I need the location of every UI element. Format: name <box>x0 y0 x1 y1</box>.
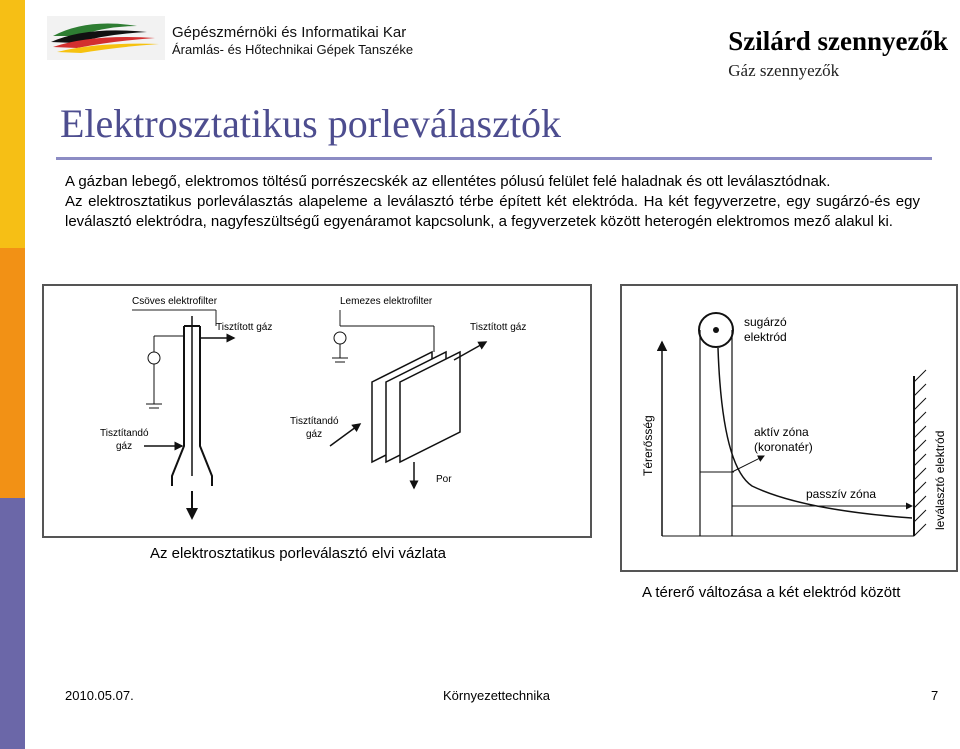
label-clean-gas-1: Tisztított gáz <box>216 322 273 333</box>
label-dirty-gas-2a: Tisztítandó <box>290 416 339 427</box>
title-divider <box>56 157 932 160</box>
slide-body <box>65 172 920 232</box>
slide-title: Elektrosztatikus porleválasztók <box>60 101 561 146</box>
label-dirty-gas-1b: gáz <box>116 441 133 452</box>
institution-department: Áramlás- és Hőtechnikai Gépek Tanszéke <box>172 42 414 57</box>
label-dirty-gas-1a: Tisztítandó <box>100 428 149 439</box>
footer-course: Környezettechnika <box>443 688 550 703</box>
label-tube-filter: Csöves elektrofilter <box>132 296 218 307</box>
footer-page-number: 7 <box>931 688 939 703</box>
precipitator-diagram <box>42 284 592 538</box>
label-active-zone-b: (koronatér) <box>754 440 813 454</box>
label-passive-zone: passzív zóna <box>806 487 877 501</box>
sidebar-yellow-band <box>0 0 25 248</box>
figure1-caption: Az elektrosztatikus porleválasztó elvi vázlata <box>150 545 446 562</box>
university-logo <box>47 16 165 60</box>
topic-heading <box>728 26 948 82</box>
topic-subtitle: Gáz szennyezők <box>728 61 840 80</box>
field-strength-diagram <box>620 284 958 572</box>
institution-name <box>172 24 413 58</box>
label-dust: Por <box>436 474 452 485</box>
footer-date: 2010.05.07. <box>65 688 134 703</box>
institution-faculty: Gépészmérnöki és Informatikai Kar <box>172 24 407 41</box>
topic-title: Szilárd szennyezők <box>728 26 948 56</box>
sidebar-orange-band <box>0 248 25 498</box>
label-plate-filter: Lemezes elektrofilter <box>340 296 433 307</box>
body-paragraph-1: A gázban lebegő, elektromos töltésű porrészecskék az ellentétes pólusú felület felé haladnak és ott leválasztódnak. <box>65 173 831 190</box>
body-paragraph-2: Az elektrosztatikus porleválasztás alapeleme a leválasztó térbe épített két elektróda. Ha két fegyverzetre, egy sugárzó-és egy leválasztó elektródra, nagyfeszültségű egyenáramot kapcsolunk, a fegyverzetek között heterogén elektromos mező alakul ki. <box>65 193 920 230</box>
label-field-strength: Térerősség <box>641 415 655 476</box>
figure2-caption: A térerő változása a két elektród között <box>642 584 901 601</box>
label-collector: leválasztó elektród <box>933 430 947 530</box>
label-emitter-b: elektród <box>744 330 787 344</box>
label-active-zone-a: aktív zóna <box>754 425 809 439</box>
label-dirty-gas-2b: gáz <box>306 429 323 440</box>
label-clean-gas-2: Tisztított gáz <box>470 322 527 333</box>
label-emitter-a: sugárzó <box>744 315 787 329</box>
sidebar-blue-band <box>0 498 25 749</box>
sidebar-stripe <box>0 0 25 749</box>
